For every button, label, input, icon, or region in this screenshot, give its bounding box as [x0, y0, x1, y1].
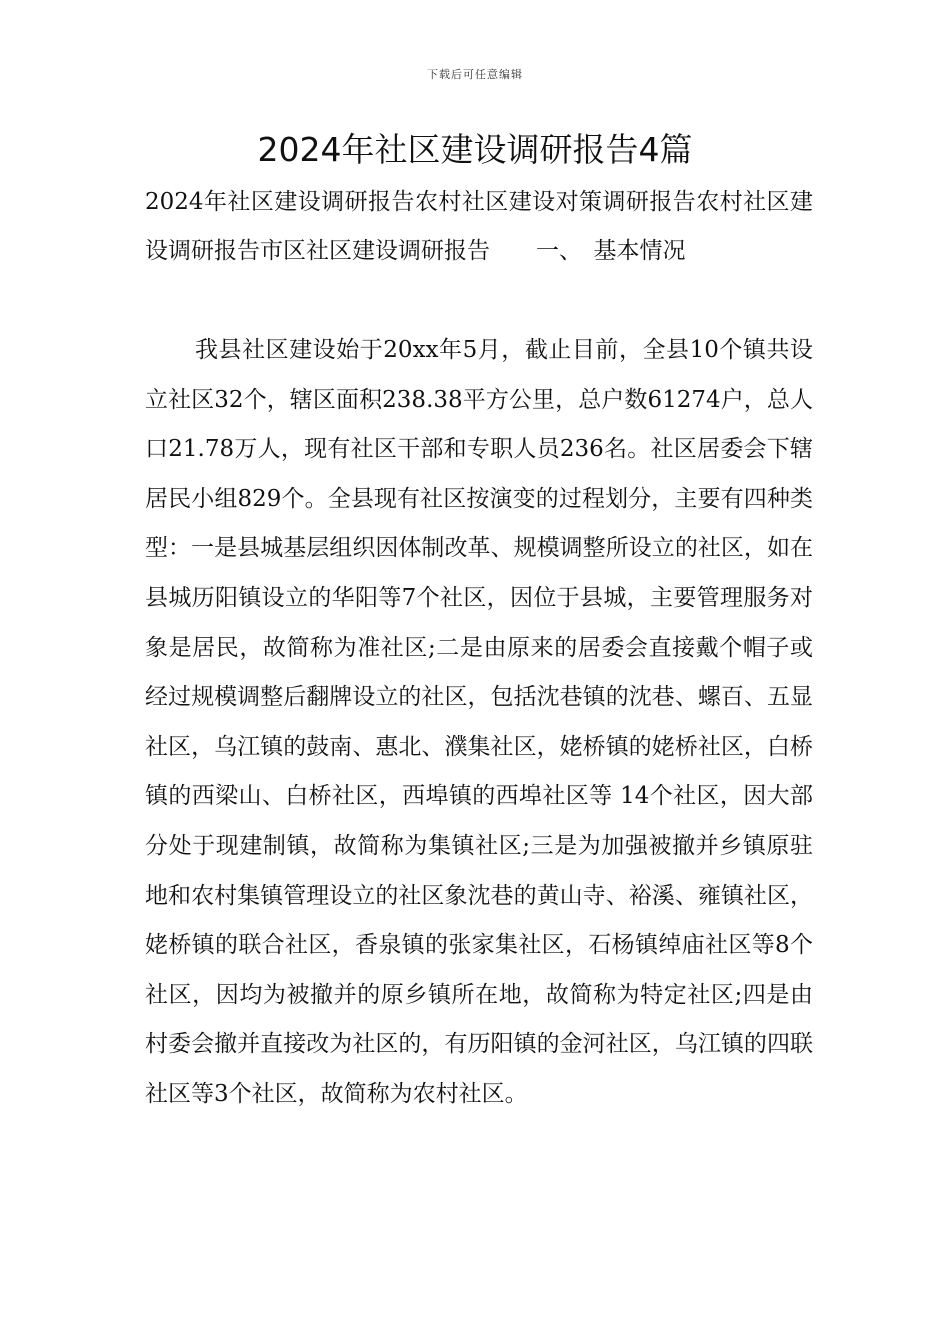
body-paragraph: 我县社区建设始于20xx年5月，截止目前，全县10个镇共设立社区32个，辖区面积238.38平方公里，总户数61274户，总人口21.78万人，现有社区干部和专职人员236名。社区居委会下辖居民小组829个。全县现有社区按演变的过程划分，主要有四种类型：一是县城基层组织因体制改革、规模调整所设立的社区，如在县城历阳镇设立的华阳等7个社区，因位于县城，主要管理服务对象是居民，故简称为准社区;二是由原来的居委会直接戴个帽子或经过规模调整后翻牌设立的社区，包括沈巷镇的沈巷、螺百、五显社区，乌江镇的鼓南、惠北、濮集社区，姥桥镇的姥桥社区，白桥镇的西梁山、白桥社区，西埠镇的西埠社区等 14个社区，因大部分处于现建制镇，故简称为集镇社区;三是为加强被撤并乡镇原驻地和农村集镇管理设立的社区象沈巷的黄山寺、裕溪、雍镇社区，姥桥镇的联合社区，香泉镇的张家集社区，石杨镇绰庙社区等8个社区，因均为被撤并的原乡镇所在地，故简称为特定社区;四是由村委会撤并直接改为社区的，有历阳镇的金河社区，乌江镇的四联社区等3个社区，故简称为农村社区。: [145, 337, 813, 1107]
document-title: 2024年社区建设调研报告4篇: [257, 130, 693, 169]
intro-paragraph: 2024年社区建设调研报告农村社区建设对策调研报告农村社区建设调研报告市区社区建设调研报告 一、 基本情况: [145, 189, 813, 264]
header-note: 下载后可任意编辑: [427, 68, 523, 81]
